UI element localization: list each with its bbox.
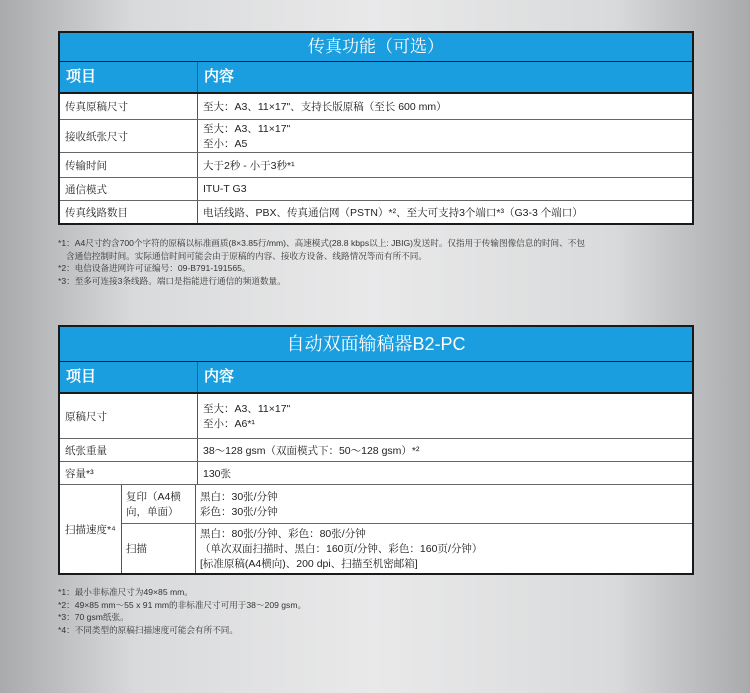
sub-label: 复印（A4横向，单面） xyxy=(122,485,196,523)
fax-footnotes xyxy=(58,237,698,287)
table-row xyxy=(60,178,692,201)
fax-header-content: 内容 xyxy=(204,68,235,85)
fax-header-item: 项目 xyxy=(60,62,198,92)
row-value: 彩色：30张/分钟 xyxy=(200,506,278,518)
table-row xyxy=(60,153,692,178)
fax-title: 传真功能（可选） xyxy=(60,33,692,62)
table-row xyxy=(60,201,692,223)
fax-header-row xyxy=(60,62,692,94)
row-value: ITU-T G3 xyxy=(203,183,247,195)
footnote: *1：A4尺寸约含700个字符的原稿以标准画质(8×3.85行/mm)、高速模式(28.8 kbps以上: JBIG)发送时。仅指用于传输图像信息的时间、不包 xyxy=(58,238,585,248)
footnote: *2：49×85 mm～55 x 91 mm的非标准尺寸可用于38～209 gsm。 xyxy=(58,599,307,610)
row-value: 38～128 gsm（双面模式下：50～128 gsm）*² xyxy=(203,444,420,457)
adf-title: 自动双面输稿器B2-PC xyxy=(60,327,692,362)
row-value: （单次双面扫描时、黑白：160页/分钟、彩色：160页/分钟） xyxy=(200,543,483,555)
footnote: *1：最小非标准尺寸为49×85 mm。 xyxy=(58,587,193,597)
row-label: 传真原稿尺寸 xyxy=(60,94,198,119)
row-label: 接收纸张尺寸 xyxy=(60,120,198,152)
adf-footnotes xyxy=(58,586,698,636)
row-value: 黑白：80张/分钟、彩色：80张/分钟 xyxy=(200,528,366,540)
table-row xyxy=(60,462,692,485)
row-value: 至小：A6*¹ xyxy=(203,418,255,430)
row-value: 至大：A3、11×17" xyxy=(203,403,291,415)
row-value: 电话线路、PBX、传真通信网（PSTN）*²、至大可支持3个端口*³（G3-3 个端口） xyxy=(203,206,583,219)
sub-label: 扫描 xyxy=(122,524,196,573)
adf-header-row xyxy=(60,362,692,394)
fax-table xyxy=(58,31,694,225)
row-value: 大于2秒 - 小于3秒*¹ xyxy=(203,159,295,172)
row-label: 原稿尺寸 xyxy=(60,394,198,438)
row-value: [标准原稿(A4横向)、200 dpi、扫描至机密邮箱] xyxy=(200,558,418,570)
adf-table xyxy=(58,325,694,575)
table-row xyxy=(60,120,692,153)
row-value: 黑白：30张/分钟 xyxy=(200,491,278,503)
adf-header-item: 项目 xyxy=(60,362,198,392)
footnote: *3：70 gsm纸张。 xyxy=(58,612,129,623)
row-value: 130张 xyxy=(203,467,232,480)
row-label: 容量*³ xyxy=(60,462,198,484)
row-value: 至大：A3、11×17" xyxy=(203,123,291,135)
row-label: 纸张重量 xyxy=(60,439,198,461)
row-label: 传真线路数目 xyxy=(60,201,198,223)
row-label: 通信模式 xyxy=(60,178,198,200)
footnote: *2：电信设备进网许可证编号：09-B791-191565。 xyxy=(58,263,251,274)
row-value: 至小：A5 xyxy=(203,138,248,150)
footnote: *3：至多可连接3条线路。端口是指能进行通信的频道数量。 xyxy=(58,275,286,286)
adf-header-content: 内容 xyxy=(204,368,235,385)
table-row xyxy=(60,394,692,439)
table-row-scan-speed xyxy=(60,485,692,573)
row-label: 传输时间 xyxy=(60,153,198,177)
footnote: *4：不同类型的原稿扫描速度可能会有所不同。 xyxy=(58,624,238,635)
table-row xyxy=(60,439,692,462)
table-row xyxy=(60,94,692,120)
row-label: 扫描速度*⁴ xyxy=(60,485,122,573)
row-value: 至大：A3、11×17"、支持长版原稿（至长 600 mm） xyxy=(203,101,447,113)
footnote: 含通信控制时间。实际通信时间可能会由于原稿的内容、接收方设备、线路情况等而有所不同。 xyxy=(66,250,427,261)
